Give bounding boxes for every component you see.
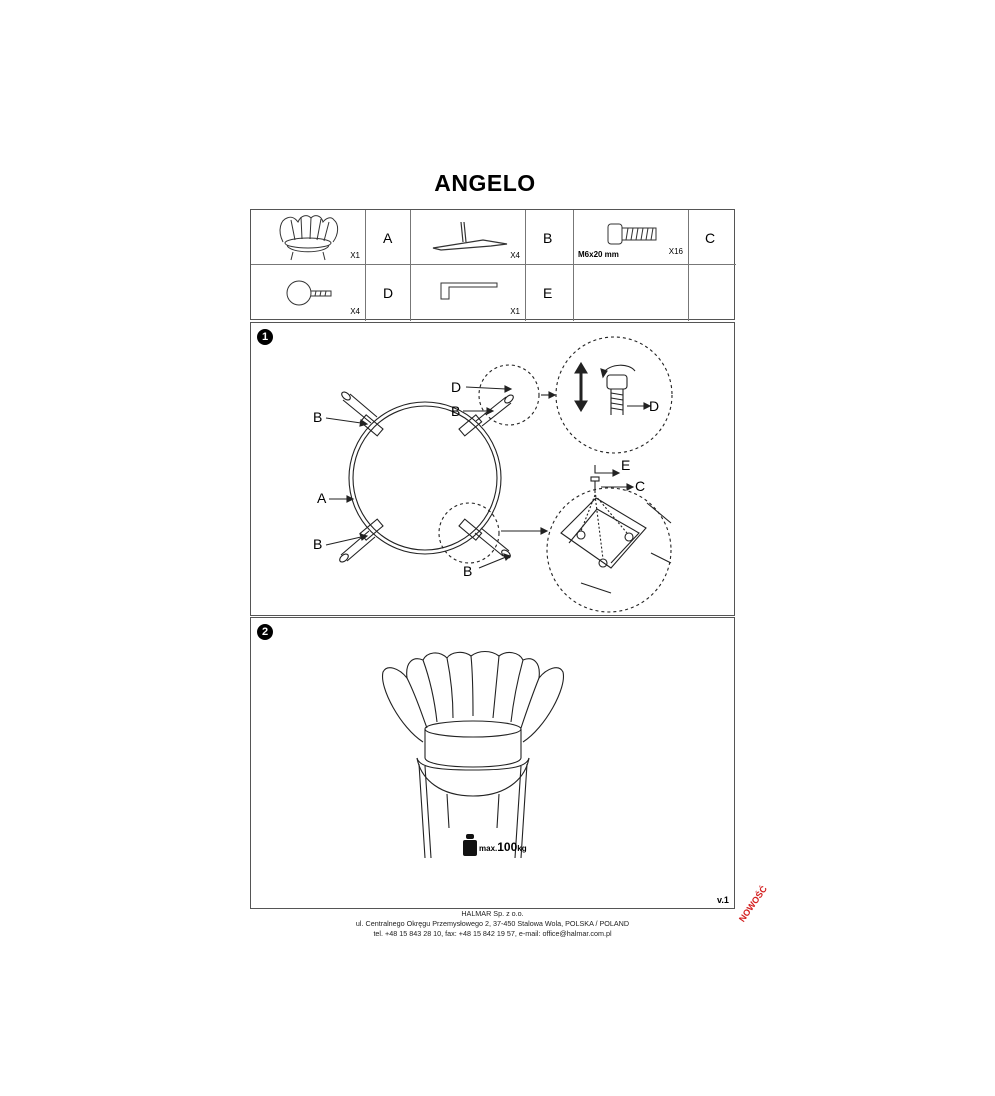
assembled-chair-illustration: [251, 618, 736, 910]
parts-table: [250, 209, 735, 320]
part-e-letter: E: [543, 285, 553, 301]
leg-top-left: [340, 390, 383, 435]
allen-key-icon: [411, 265, 526, 321]
part-e-qty: X1: [510, 307, 520, 316]
max-load-label: [479, 840, 527, 854]
label-e: E: [621, 457, 631, 473]
document-title: ANGELO: [434, 170, 536, 196]
company-footer: [250, 909, 735, 939]
step-2-panel: [250, 617, 735, 909]
weight-icon: [463, 834, 477, 856]
part-a-qty: X1: [350, 251, 360, 260]
max-load-unit: kg: [517, 844, 527, 853]
part-a-letter-cell: [366, 210, 411, 265]
part-a-letter: A: [383, 230, 393, 246]
leg-bottom-left: [338, 519, 383, 563]
label-a: A: [317, 490, 327, 506]
empty-cell: [689, 265, 736, 321]
part-c-image-cell: [574, 210, 689, 265]
footer-company: HALMAR Sp. z o.o.: [461, 909, 524, 918]
label-b: B: [313, 409, 323, 425]
empty-cell: [574, 265, 689, 321]
label-b: B: [451, 403, 461, 419]
max-load-value: 100: [497, 840, 518, 854]
part-b-qty: X4: [510, 251, 520, 260]
part-b-image-cell: [411, 210, 526, 265]
part-d-letter-cell: [366, 265, 411, 321]
step-1-badge: 1: [257, 329, 273, 345]
part-b-letter: B: [543, 230, 553, 246]
part-d-image-cell: [251, 265, 366, 321]
label-d: D: [451, 379, 462, 395]
footer-contact: tel. +48 15 843 28 10, fax: +48 15 842 19 57, e-mail: office@halmar.com.pl: [373, 929, 612, 938]
leg-icon: [411, 210, 526, 265]
step-2-badge: 2: [257, 624, 273, 640]
label-b: B: [463, 563, 473, 579]
part-d-letter: D: [383, 285, 394, 301]
part-d-qty: X4: [350, 307, 360, 316]
label-c: C: [635, 478, 646, 494]
max-load-prefix: max.: [479, 844, 498, 853]
part-a-image-cell: [251, 210, 366, 265]
version-label: v.1: [717, 895, 729, 905]
label-b: B: [313, 536, 323, 552]
step-1-panel: [250, 322, 735, 616]
part-c-size: M6x20 mm: [578, 250, 619, 259]
glide-icon: [251, 265, 366, 321]
part-c-qty: X16: [668, 247, 683, 256]
part-e-letter-cell: [526, 265, 574, 321]
callout-bolt: [439, 503, 499, 563]
part-c-letter: C: [705, 230, 716, 246]
footer-address: ul. Centralnego Okręgu Przemysłowego 2, 37-450 Stalowa Wola, POLSKA / POLAND: [355, 919, 630, 928]
chair-body-icon: [251, 210, 366, 265]
part-e-image-cell: [411, 265, 526, 321]
detail-bolt: [547, 488, 671, 612]
part-b-letter-cell: [526, 210, 574, 265]
new-stamp: NOWOŚĆ: [737, 884, 769, 924]
detail-glide: [556, 337, 672, 453]
label-d: D: [649, 398, 660, 414]
step-1-diagram: [251, 323, 736, 617]
part-c-letter-cell: [689, 210, 736, 265]
